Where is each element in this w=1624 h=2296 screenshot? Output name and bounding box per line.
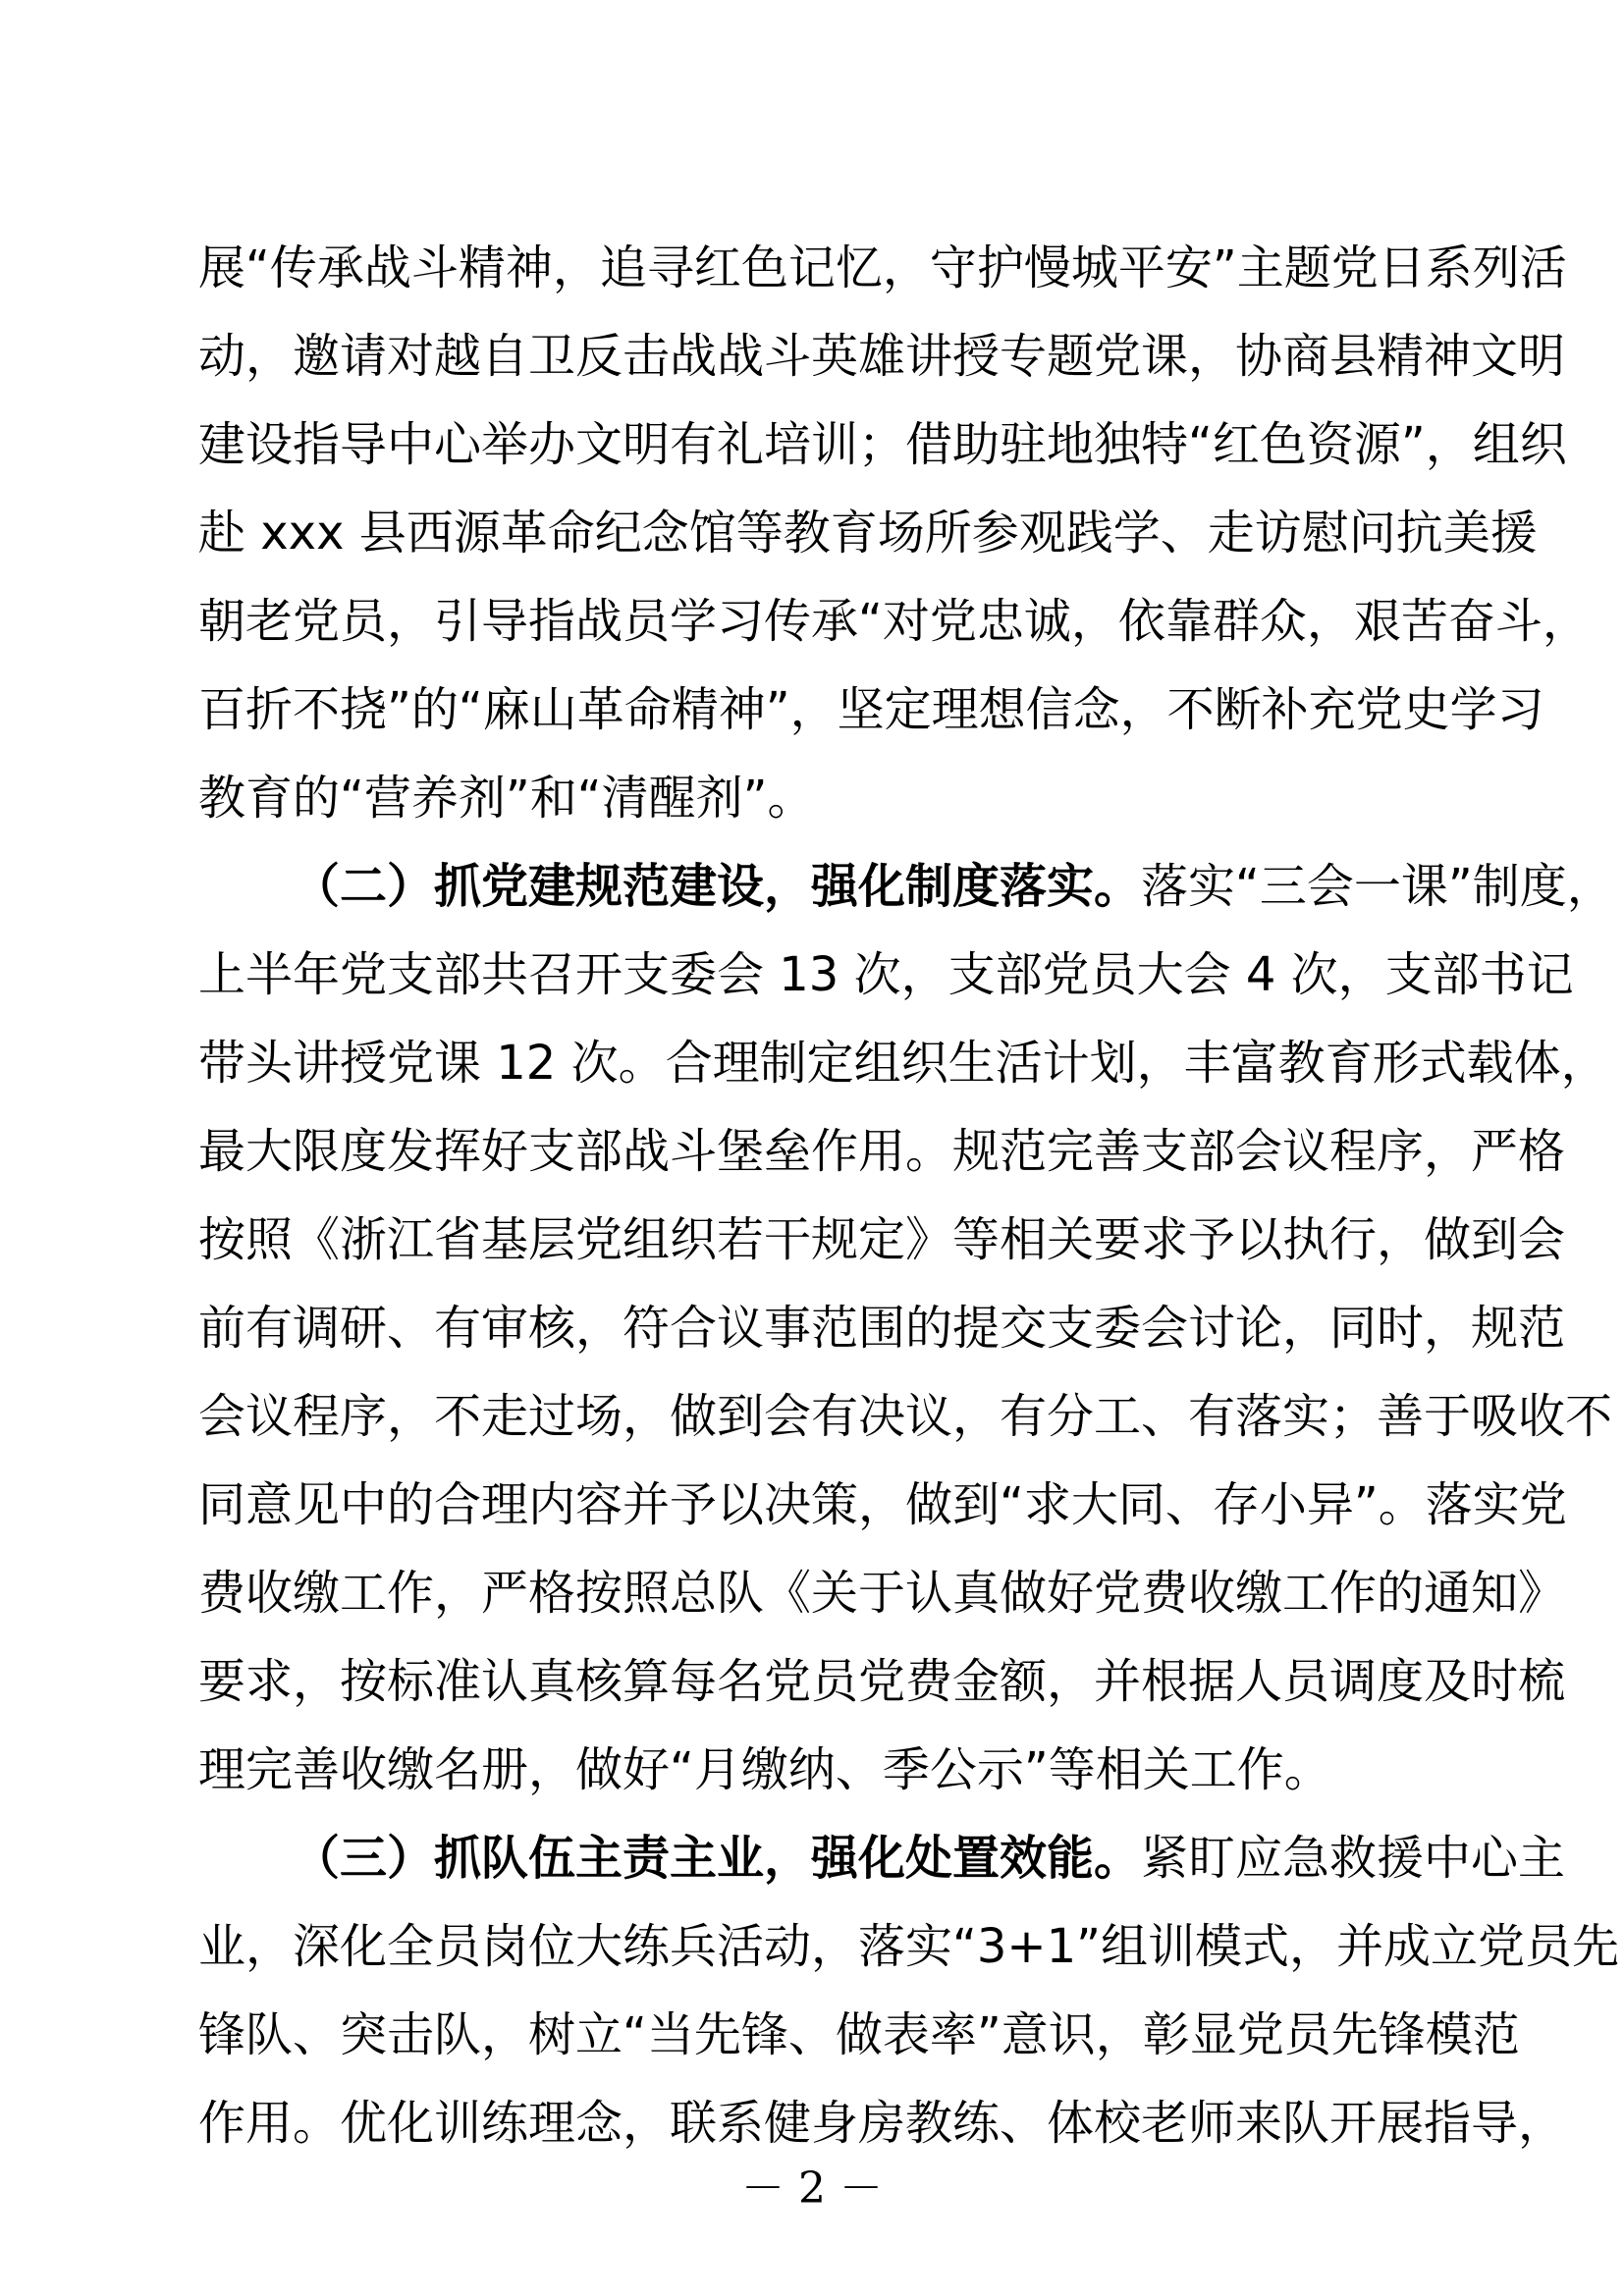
paragraph-line: 要求，按标准认真核算每名党员党费金额，并根据人员调度及时梳 — [198, 1654, 1566, 1709]
paragraph-line: 带头讲授党课 12 次。合理制定组织生活计划，丰富教育形式载体， — [198, 1036, 1608, 1091]
paragraph-line: 作用。优化训练理念，联系健身房教练、体校老师来队开展指导， — [198, 2096, 1566, 2151]
paragraph-line: 理完善收缴名册，做好“月缴纳、季公示”等相关工作。 — [198, 1742, 1331, 1797]
paragraph-line: 锋队、突击队，树立“当先锋、做表率”意识，彰显党员先锋模范 — [198, 2007, 1520, 2062]
paragraph-line: 朝老党员，引导指战员学习传承“对党忠诚，依靠群众，艰苦奋斗， — [198, 594, 1590, 649]
paragraph-line: 按照《浙江省基层党组织若干规定》等相关要求予以执行，做到会 — [198, 1212, 1566, 1267]
paragraph-line: 会议程序，不走过场，做到会有决议，有分工、有落实；善于吸收不 — [198, 1389, 1613, 1444]
paragraph-line: 动，邀请对越自卫反击战战斗英雄讲授专题党课，协商县精神文明 — [198, 329, 1566, 384]
paragraph-line: 建设指导中心举办文明有礼培训；借助驻地独特“红色资源”，组织 — [198, 417, 1567, 472]
paragraph-line: 最大限度发挥好支部战斗堡垒作用。规范完善支部会议程序，严格 — [198, 1124, 1566, 1179]
paragraph-line: 赴 xxx 县西源革命纪念馆等教育场所参观践学、走访慰问抗美援 — [198, 506, 1538, 561]
paragraph-line: 费收缴工作，严格按照总队《关于认真做好党费收缴工作的通知》 — [198, 1566, 1566, 1621]
section-heading: （三）抓队伍主责主业，强化处置效能。 — [293, 1831, 1142, 1886]
paragraph-line: 展“传承战斗精神，追寻红色记忆，守护慢城平安”主题党日系列活 — [198, 240, 1567, 295]
paragraph-line: 同意见中的合理内容并予以决策，做到“求大同、存小异”。落实党 — [198, 1477, 1567, 1532]
paragraph-text: 落实“三会一课”制度， — [1141, 859, 1614, 914]
paragraph-line: 前有调研、有审核，符合议事范围的提交支委会讨论，同时，规范 — [198, 1301, 1566, 1356]
section-heading-line — [293, 842, 1614, 931]
paragraph-line: 百折不挠”的“麻山革命精神”，坚定理想信念，不断补充党史学习 — [198, 682, 1544, 737]
paragraph-line: 上半年党支部共召开支委会 13 次，支部党员大会 4 次，支部书记 — [198, 947, 1574, 1002]
page-number: － 2 － — [741, 2163, 883, 2214]
section-heading-line — [293, 1814, 1566, 1902]
paragraph-line: 教育的“营养剂”和“清醒剂”。 — [198, 771, 815, 826]
paragraph-line: 业，深化全员岗位大练兵活动，落实“3+1”组训模式，并成立党员先 — [198, 1919, 1620, 1974]
paragraph-text: 紧盯应急救援中心主 — [1141, 1831, 1566, 1886]
section-heading: （二）抓党建规范建设，强化制度落实。 — [293, 859, 1142, 914]
